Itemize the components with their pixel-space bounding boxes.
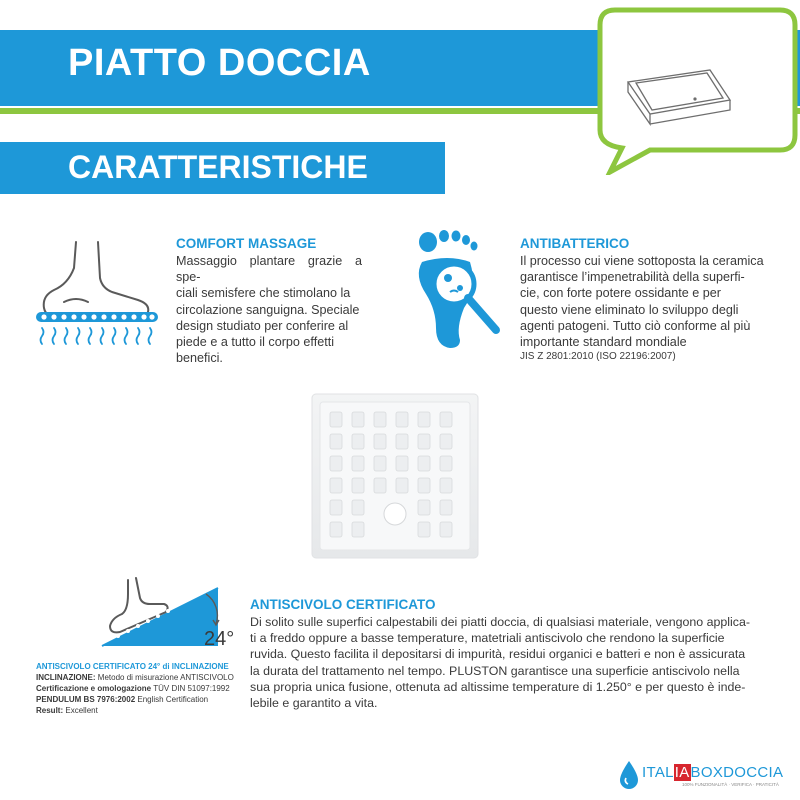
- tray-slot: [418, 456, 430, 471]
- brand-logo: [618, 760, 794, 796]
- section-subtitle: CARATTERISTICHE: [68, 149, 368, 185]
- tray-slot: [330, 412, 342, 427]
- tray-slot: [330, 434, 342, 449]
- comfort-line: Massaggio plantare grazie a spe-: [176, 254, 362, 285]
- comfort-body: [176, 253, 362, 366]
- tray-slot: [374, 434, 386, 449]
- water-drop-logo-icon: [618, 760, 640, 790]
- tray-slot: [352, 478, 364, 493]
- tray-slot: [396, 456, 408, 471]
- comfort-line: design studiato per conferire al: [176, 318, 349, 333]
- tray-slot: [440, 500, 452, 515]
- certification-heading: ANTISCIVOLO CERTIFICATO 24° di INCLINAZIONE: [36, 662, 229, 671]
- antislip-line: Di solito sulle superfici calpestabili dei piatti doccia, di qualsiasi materiale, vengono applica-: [250, 615, 751, 629]
- tray-slot: [352, 456, 364, 471]
- certification-value: Excellent: [65, 706, 98, 715]
- logo-part-boxdoccia: BOXDOCCIA: [690, 764, 784, 781]
- comfort-line: ciali semisfere che stimolano la: [176, 286, 351, 301]
- shower-tray-image: [310, 392, 480, 560]
- comfort-title: COMFORT MASSAGE: [176, 236, 317, 251]
- tray-slot: [440, 522, 452, 537]
- antislip-body: [250, 614, 770, 711]
- certification-label: INCLINAZIONE:: [36, 673, 96, 682]
- tray-slot: [418, 478, 430, 493]
- antislip-line: ti a freddo oppure a basse temperature, matetriali antiscivolo che rendono la superficie: [250, 631, 725, 646]
- tray-slot: [396, 412, 408, 427]
- tray-slot: [330, 456, 342, 471]
- tray-slot: [440, 412, 452, 427]
- shower-tray-outline-icon: [590, 0, 800, 175]
- logo-part-ia: IA: [674, 764, 690, 781]
- tray-slot: [396, 434, 408, 449]
- footprint-magnifier-icon: [408, 228, 518, 353]
- tray-slot: [374, 412, 386, 427]
- certification-row: [36, 672, 246, 683]
- tray-slot: [374, 478, 386, 493]
- antibacterial-line: agenti patogeni. Tutto ciò conforme al più: [520, 318, 751, 333]
- antibacterial-title: ANTIBATTERICO: [520, 236, 630, 251]
- antibacterial-line: questo viene eliminato lo sviluppo degli: [520, 302, 739, 317]
- certification-value: English Certification: [137, 695, 209, 704]
- certification-row: [36, 705, 246, 716]
- certification-block: [36, 661, 246, 716]
- logo-wordmark: [642, 764, 783, 781]
- tray-slot: [440, 456, 452, 471]
- antibacterial-line: importante standard mondiale: [520, 335, 687, 350]
- certification-label: Result:: [36, 706, 64, 715]
- tray-slot: [418, 434, 430, 449]
- tray-slot: [418, 412, 430, 427]
- tray-slot: [396, 478, 408, 493]
- tray-slot: [330, 500, 342, 515]
- logo-tagline: 100% FUNZIONALITÀ · VERIFICA · PRATICITÀ: [682, 782, 779, 787]
- tray-slot: [352, 412, 364, 427]
- antibacterial-line: garantisce l’impenetrabilità della superfi-: [520, 270, 745, 285]
- tray-slot: [440, 434, 452, 449]
- comfort-line: benefici.: [176, 351, 223, 366]
- comfort-line: piede e a tutto il corpo effetti: [176, 335, 334, 350]
- antibacterial-line: cie, con forte potere ossidante e per: [520, 286, 721, 301]
- certification-row: [36, 683, 246, 694]
- antibacterial-line: Il processo cui viene sottoposta la ceramica: [520, 254, 764, 268]
- certification-value: TÜV DIN 51097:1992: [153, 684, 230, 693]
- tray-slot: [330, 478, 342, 493]
- tray-slot: [352, 522, 364, 537]
- certification-label: Certificazione e omologazione: [36, 684, 152, 693]
- antibacterial-standard: JIS Z 2801:2010 (ISO 22196:2007): [520, 351, 676, 363]
- tray-slot: [418, 500, 430, 515]
- antislip-line: lebile e garantito a vita.: [250, 696, 378, 711]
- antislip-title: ANTISCIVOLO CERTIFICATO: [250, 597, 436, 612]
- antibacterial-body: [520, 253, 768, 363]
- certification-value: Metodo di misurazione ANTISCIVOLO: [97, 673, 234, 682]
- antislip-line: la durata del trattamento nel tempo. PLUSTON garantisce una superficie antiscivolo nella: [250, 663, 740, 678]
- certification-row: [36, 694, 246, 705]
- tray-slot: [374, 456, 386, 471]
- foot-massage-icon: [30, 238, 165, 350]
- comfort-line: circolazione sanguigna. Speciale: [176, 302, 360, 317]
- certification-label: PENDULUM BS 7976:2002: [36, 695, 136, 704]
- antislip-line: ruvida. Questo facilita il depositarsi di impurità, residui organici e batteri e non è assicurata: [250, 647, 746, 662]
- tray-slot: [418, 522, 430, 537]
- tray-slot: [352, 434, 364, 449]
- logo-part-ital: ITAL: [642, 764, 674, 781]
- antislip-line: sua propria unica fusione, ottenuta ad altissime temperature di 1.250° e per questo è inde-: [250, 679, 746, 694]
- tray-slot: [330, 522, 342, 537]
- tray-slot: [440, 478, 452, 493]
- slope-angle-label: 24°: [204, 628, 235, 650]
- tray-slot: [352, 500, 364, 515]
- page-title: PIATTO DOCCIA: [68, 42, 371, 84]
